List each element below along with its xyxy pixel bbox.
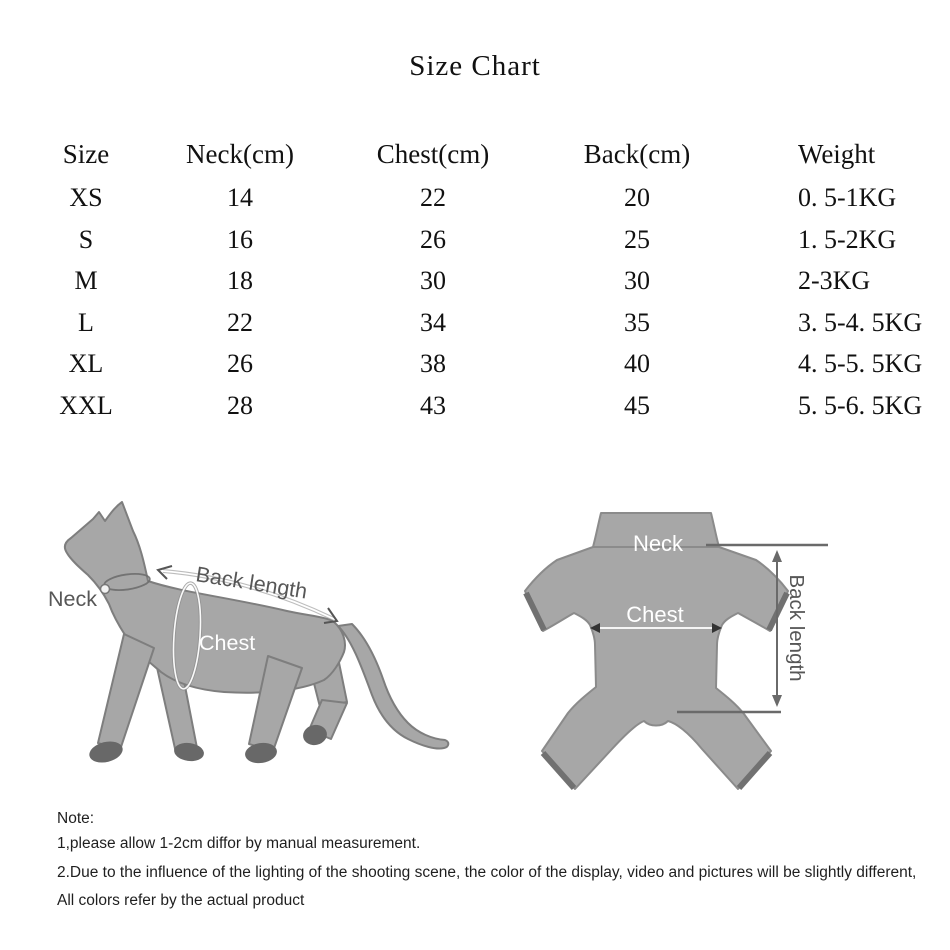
garment-diagram bbox=[525, 513, 828, 789]
garment-body bbox=[525, 547, 788, 789]
cat-tail bbox=[338, 624, 448, 749]
col-header-chest: Chest(cm) bbox=[376, 139, 490, 169]
note-line-3: All colors refer by the actual product bbox=[57, 892, 305, 909]
table-cell: 28 bbox=[227, 390, 253, 420]
table-cell: 2-3KG bbox=[798, 266, 871, 295]
note-line-2: 2.Due to the influence of the lighting of the shooting scene, the color of the display, video and pictures will be slightly different, bbox=[57, 864, 917, 881]
col-header-size: Size bbox=[62, 139, 110, 169]
table-cell: 4. 5-5. 5KG bbox=[798, 349, 923, 378]
table-cell: M bbox=[74, 266, 98, 295]
table-row bbox=[30, 385, 950, 427]
table-header-row bbox=[30, 131, 950, 177]
table-row bbox=[30, 219, 950, 261]
table-cell: 38 bbox=[420, 349, 446, 378]
table-cell: 26 bbox=[420, 224, 446, 254]
col-header-neck: Neck(cm) bbox=[186, 139, 294, 169]
table-cell: 0. 5-1KG bbox=[798, 183, 897, 212]
table-cell: 20 bbox=[624, 183, 650, 212]
note-heading: Note: bbox=[57, 810, 95, 827]
table-row bbox=[30, 343, 950, 385]
table-cell: L bbox=[78, 307, 94, 337]
garment-back-length-label: Back length bbox=[785, 574, 808, 682]
page-title: Size Chart bbox=[409, 50, 541, 82]
table-cell: 1. 5-2KG bbox=[798, 224, 897, 254]
cat-neck-ring-icon bbox=[101, 585, 110, 594]
table-cell: 40 bbox=[624, 349, 650, 378]
cat-back-length-label: Back length bbox=[194, 562, 309, 604]
table-cell: 35 bbox=[624, 307, 650, 337]
arrowhead-icon bbox=[772, 550, 782, 562]
table-cell: 30 bbox=[624, 266, 650, 295]
measurement-diagrams bbox=[20, 470, 950, 810]
table-cell: 18 bbox=[227, 266, 253, 295]
table-row bbox=[30, 260, 950, 302]
table-cell: 30 bbox=[420, 266, 446, 295]
table-cell: 3. 5-4. 5KG bbox=[798, 307, 923, 337]
table-cell: 34 bbox=[420, 307, 446, 337]
cat-chest-label: Chest bbox=[199, 631, 256, 655]
garment-neck-label: Neck bbox=[632, 531, 684, 556]
table-body bbox=[30, 177, 950, 426]
col-header-back: Back(cm) bbox=[583, 139, 691, 169]
note-line-1: 1,please allow 1-2cm diffor by manual measurement. bbox=[57, 835, 421, 852]
table-row bbox=[30, 177, 950, 219]
table-cell: XS bbox=[69, 183, 103, 212]
table-cell: 5. 5-6. 5KG bbox=[798, 390, 923, 420]
garment-chest-label: Chest bbox=[626, 602, 684, 627]
cat-neck-label: Neck bbox=[48, 587, 97, 611]
table-cell: XXL bbox=[59, 390, 113, 420]
cat-diagram bbox=[48, 502, 448, 766]
table-cell: 22 bbox=[420, 183, 446, 212]
table-cell: 16 bbox=[227, 224, 253, 254]
table-cell: 45 bbox=[624, 390, 650, 420]
col-header-weight: Weight bbox=[798, 139, 876, 169]
table-row bbox=[30, 302, 950, 344]
arrowhead-icon bbox=[772, 695, 782, 707]
table-cell: 43 bbox=[420, 390, 446, 420]
table-cell: 14 bbox=[227, 183, 253, 212]
table-cell: 26 bbox=[227, 349, 253, 378]
table-cell: XL bbox=[68, 349, 104, 378]
table-cell: 25 bbox=[624, 224, 650, 254]
size-table bbox=[30, 131, 950, 426]
cat-front-near-leg bbox=[98, 634, 154, 750]
table-cell: 22 bbox=[227, 307, 253, 337]
table-cell: S bbox=[78, 224, 94, 254]
